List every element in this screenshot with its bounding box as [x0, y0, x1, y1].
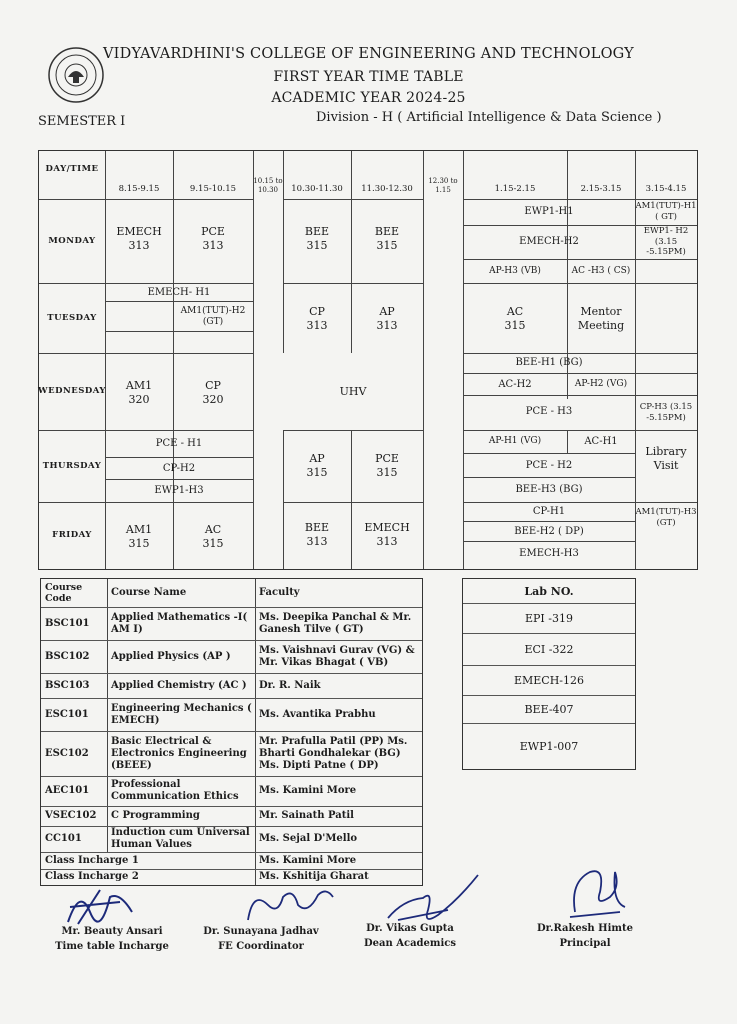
- signatory-fe-coordinator: [196, 925, 326, 954]
- wed-lab-1: BEE-H1 (BG): [515, 357, 583, 369]
- signatory-role: Time table Incharge: [55, 940, 169, 952]
- col-faculty: Faculty: [259, 587, 300, 598]
- course-faculty: Dr. R. Naik: [259, 679, 321, 691]
- day-tuesday: TUESDAY: [47, 312, 97, 323]
- thu-lab-2: PCE - H2: [525, 459, 573, 471]
- division: Division - H ( Artificial Intelligence & Data Science ): [316, 110, 662, 125]
- signatory-name: Dr. Vikas Gupta: [366, 923, 454, 934]
- lab-item: EWP1-007: [519, 739, 579, 753]
- course-faculty: Ms. Vaishnavi Gurav (VG) & Mr. Vikas Bhagat ( VB): [259, 644, 415, 668]
- course-faculty: Ms. Sejal D'Mello: [259, 833, 358, 844]
- fri-lab-1: CP-H1: [532, 505, 566, 517]
- thu-slot-4: PCE 315: [375, 452, 399, 479]
- course-name: Induction cum Universal Human Values: [111, 827, 250, 850]
- signature-principal: [560, 862, 640, 922]
- mon-lab-3a: AP-H3 (VB): [489, 266, 541, 277]
- time-slot-4: 11.30-12.30: [361, 183, 413, 194]
- thu-lab-1b: AC-H1: [584, 435, 618, 447]
- thu-merged-3: EWP1-H3: [154, 484, 204, 496]
- course-code: BSC103: [45, 679, 90, 691]
- time-break-1: 10.15 to 10.30: [253, 177, 283, 194]
- thu-lab-1a: AP-H1 (VG): [488, 436, 542, 447]
- course-code: CC101: [45, 833, 82, 844]
- course-name: Basic Electrical & Electronics Engineering (BEEE): [111, 735, 247, 771]
- course-row: [41, 698, 422, 732]
- mon-slot-1: EMECH 313: [116, 225, 162, 252]
- time-break-2: 12.30 to 1.15: [428, 177, 458, 194]
- course-row: [41, 640, 422, 674]
- fri-slot-4: EMECH 313: [364, 521, 410, 548]
- mon-slot-7b: EWP1- H2 (3.15 -5.15PM): [643, 226, 689, 258]
- signatory-name: Mr. Beauty Ansari: [61, 926, 163, 937]
- day-thursday: THURSDAY: [42, 460, 102, 471]
- thu-slot-3: AP 315: [306, 452, 328, 479]
- wed-lab-2a: AC-H2: [498, 378, 532, 390]
- wed-slot-7: CP-H3 (3.15 -5.15PM): [639, 402, 693, 423]
- course-code: BSC102: [45, 650, 90, 662]
- day-monday: MONDAY: [48, 235, 96, 246]
- class-incharge-1-label: Class Incharge 1: [45, 854, 139, 866]
- time-slot-7: 3.15-4.15: [645, 183, 687, 194]
- course-row: [41, 776, 422, 807]
- tue-slot-2: AM1(TUT)-H2 (GT): [180, 305, 246, 327]
- course-faculty: Ms. Avantika Prabhu: [259, 708, 376, 720]
- fri-slot-3: BEE 313: [304, 521, 330, 548]
- fri-lab-3: EMECH-H3: [519, 547, 579, 559]
- lab-item: EPI -319: [463, 603, 635, 634]
- time-slot-3: 10.30-11.30: [291, 183, 343, 194]
- class-incharge-2-label: Class Incharge 2: [45, 871, 139, 882]
- course-name: Applied Chemistry (AC ): [111, 679, 247, 691]
- course-name: Professional Communication Ethics: [111, 779, 239, 802]
- signatory-role: Principal: [559, 937, 611, 949]
- time-slot-5: 1.15-2.15: [494, 183, 536, 194]
- time-slot-2: 9.15-10.15: [189, 183, 237, 194]
- day-wednesday: WEDNESDAY: [38, 386, 106, 397]
- lab-item: ECI -322: [463, 633, 635, 666]
- course-table: [40, 578, 423, 886]
- timetable-title: FIRST YEAR TIME TABLE: [273, 69, 464, 85]
- college-name: VIDYAVARDHINI'S COLLEGE OF ENGINEERING AND TECHNOLOGY: [103, 46, 634, 62]
- signatory-role: Dean Academics: [363, 937, 457, 949]
- course-code: ESC101: [45, 708, 89, 720]
- course-row: [41, 731, 422, 777]
- fri-slot-7: AM1(TUT)-H3 (GT): [635, 507, 697, 528]
- class-incharge-1: Ms. Kamini More: [259, 854, 357, 866]
- thu-merged-1: PCE - H1: [155, 437, 203, 449]
- wed-lab-2b: AP-H2 (VG): [574, 379, 628, 390]
- fri-lab-2: BEE-H2 ( DP): [514, 525, 584, 537]
- day-friday: FRIDAY: [52, 530, 92, 541]
- lab-item: BEE-407: [463, 695, 635, 724]
- course-name: Applied Mathematics -I( AM I): [111, 611, 248, 635]
- semester: SEMESTER I: [38, 114, 126, 129]
- tue-slot-4: AP 313: [376, 305, 398, 332]
- signatory-time-table-incharge: [42, 925, 182, 954]
- course-faculty: Ms. Deepika Panchal & Mr. Ganesh Tilve ( GT): [259, 611, 412, 635]
- tue-lab-ac: AC 315: [504, 305, 526, 332]
- course-code: ESC102: [45, 747, 89, 759]
- class-incharge-row: [41, 852, 422, 870]
- signatory-principal: [520, 922, 650, 951]
- signatory-name: Dr. Sunayana Jadhav: [203, 926, 319, 937]
- thu-lab-3: BEE-H3 (BG): [515, 483, 583, 495]
- wed-uhv: UHV: [283, 353, 423, 430]
- course-code: AEC101: [45, 785, 90, 796]
- time-slot-1: 8.15-9.15: [118, 183, 160, 194]
- mon-lab-2: EMECH-H2: [519, 235, 579, 247]
- mon-slot-2: PCE 313: [201, 225, 225, 252]
- fri-slot-1: AM1 315: [125, 523, 153, 550]
- wed-lab-3: PCE - H3: [525, 405, 573, 417]
- mon-slot-3: BEE 315: [304, 225, 330, 252]
- course-name: Applied Physics (AP ): [111, 650, 231, 662]
- wed-slot-1: AM1 320: [125, 379, 153, 406]
- lab-table: [462, 578, 636, 770]
- academic-year: ACADEMIC YEAR 2024-25: [271, 90, 466, 106]
- fri-slot-2: AC 315: [202, 523, 224, 550]
- course-row: [41, 806, 422, 827]
- signatory-role: FE Coordinator: [218, 940, 304, 952]
- course-code: BSC101: [45, 617, 90, 629]
- tue-mentor-meeting: Mentor Meeting: [577, 305, 625, 332]
- course-name: C Programming: [111, 810, 200, 821]
- course-faculty: Ms. Kamini More: [259, 785, 357, 796]
- course-code: VSEC102: [45, 810, 97, 821]
- col-course-code: Course Code: [45, 581, 83, 604]
- tue-slot-3: CP 313: [306, 305, 328, 332]
- mon-slot-4: BEE 315: [374, 225, 400, 252]
- signature-dean-academics: [378, 870, 488, 930]
- course-faculty: Mr. Prafulla Patil (PP) Ms. Bharti Gondhalekar (BG) Ms. Dipti Patne ( DP): [259, 735, 408, 771]
- lab-item: EMECH-126: [463, 665, 635, 696]
- lab-header: Lab NO.: [463, 579, 635, 604]
- signature-fe-coordinator: [238, 885, 338, 930]
- signatory-dean-academics: [350, 922, 470, 951]
- mon-slot-7a: AM1(TUT)-H1 ( GT): [635, 201, 697, 222]
- course-faculty: Mr. Sainath Patil: [259, 810, 354, 821]
- course-name: Engineering Mechanics ( EMECH): [111, 702, 252, 726]
- tue-merged-1: EMECH- H1: [147, 286, 211, 298]
- mon-lab-3b: AC -H3 ( CS): [571, 266, 631, 277]
- wed-slot-2: CP 320: [202, 379, 224, 406]
- time-slot-6: 2.15-3.15: [580, 183, 622, 194]
- course-row: [41, 826, 422, 853]
- signatory-name: Dr.Rakesh Himte: [536, 923, 633, 934]
- course-row: [41, 607, 422, 641]
- course-row: [41, 673, 422, 699]
- thu-merged-2: CP-H2: [162, 462, 196, 474]
- timetable-grid: [38, 150, 698, 570]
- mon-lab-1: EWP1-H1: [524, 205, 574, 217]
- col-course-name: Course Name: [111, 587, 187, 598]
- corner-day-time: DAY/TIME: [45, 163, 99, 174]
- course-table-header: [41, 579, 422, 608]
- thu-library-visit: Library Visit: [645, 445, 687, 472]
- class-incharge-2: Ms. Kshitija Gharat: [259, 871, 369, 882]
